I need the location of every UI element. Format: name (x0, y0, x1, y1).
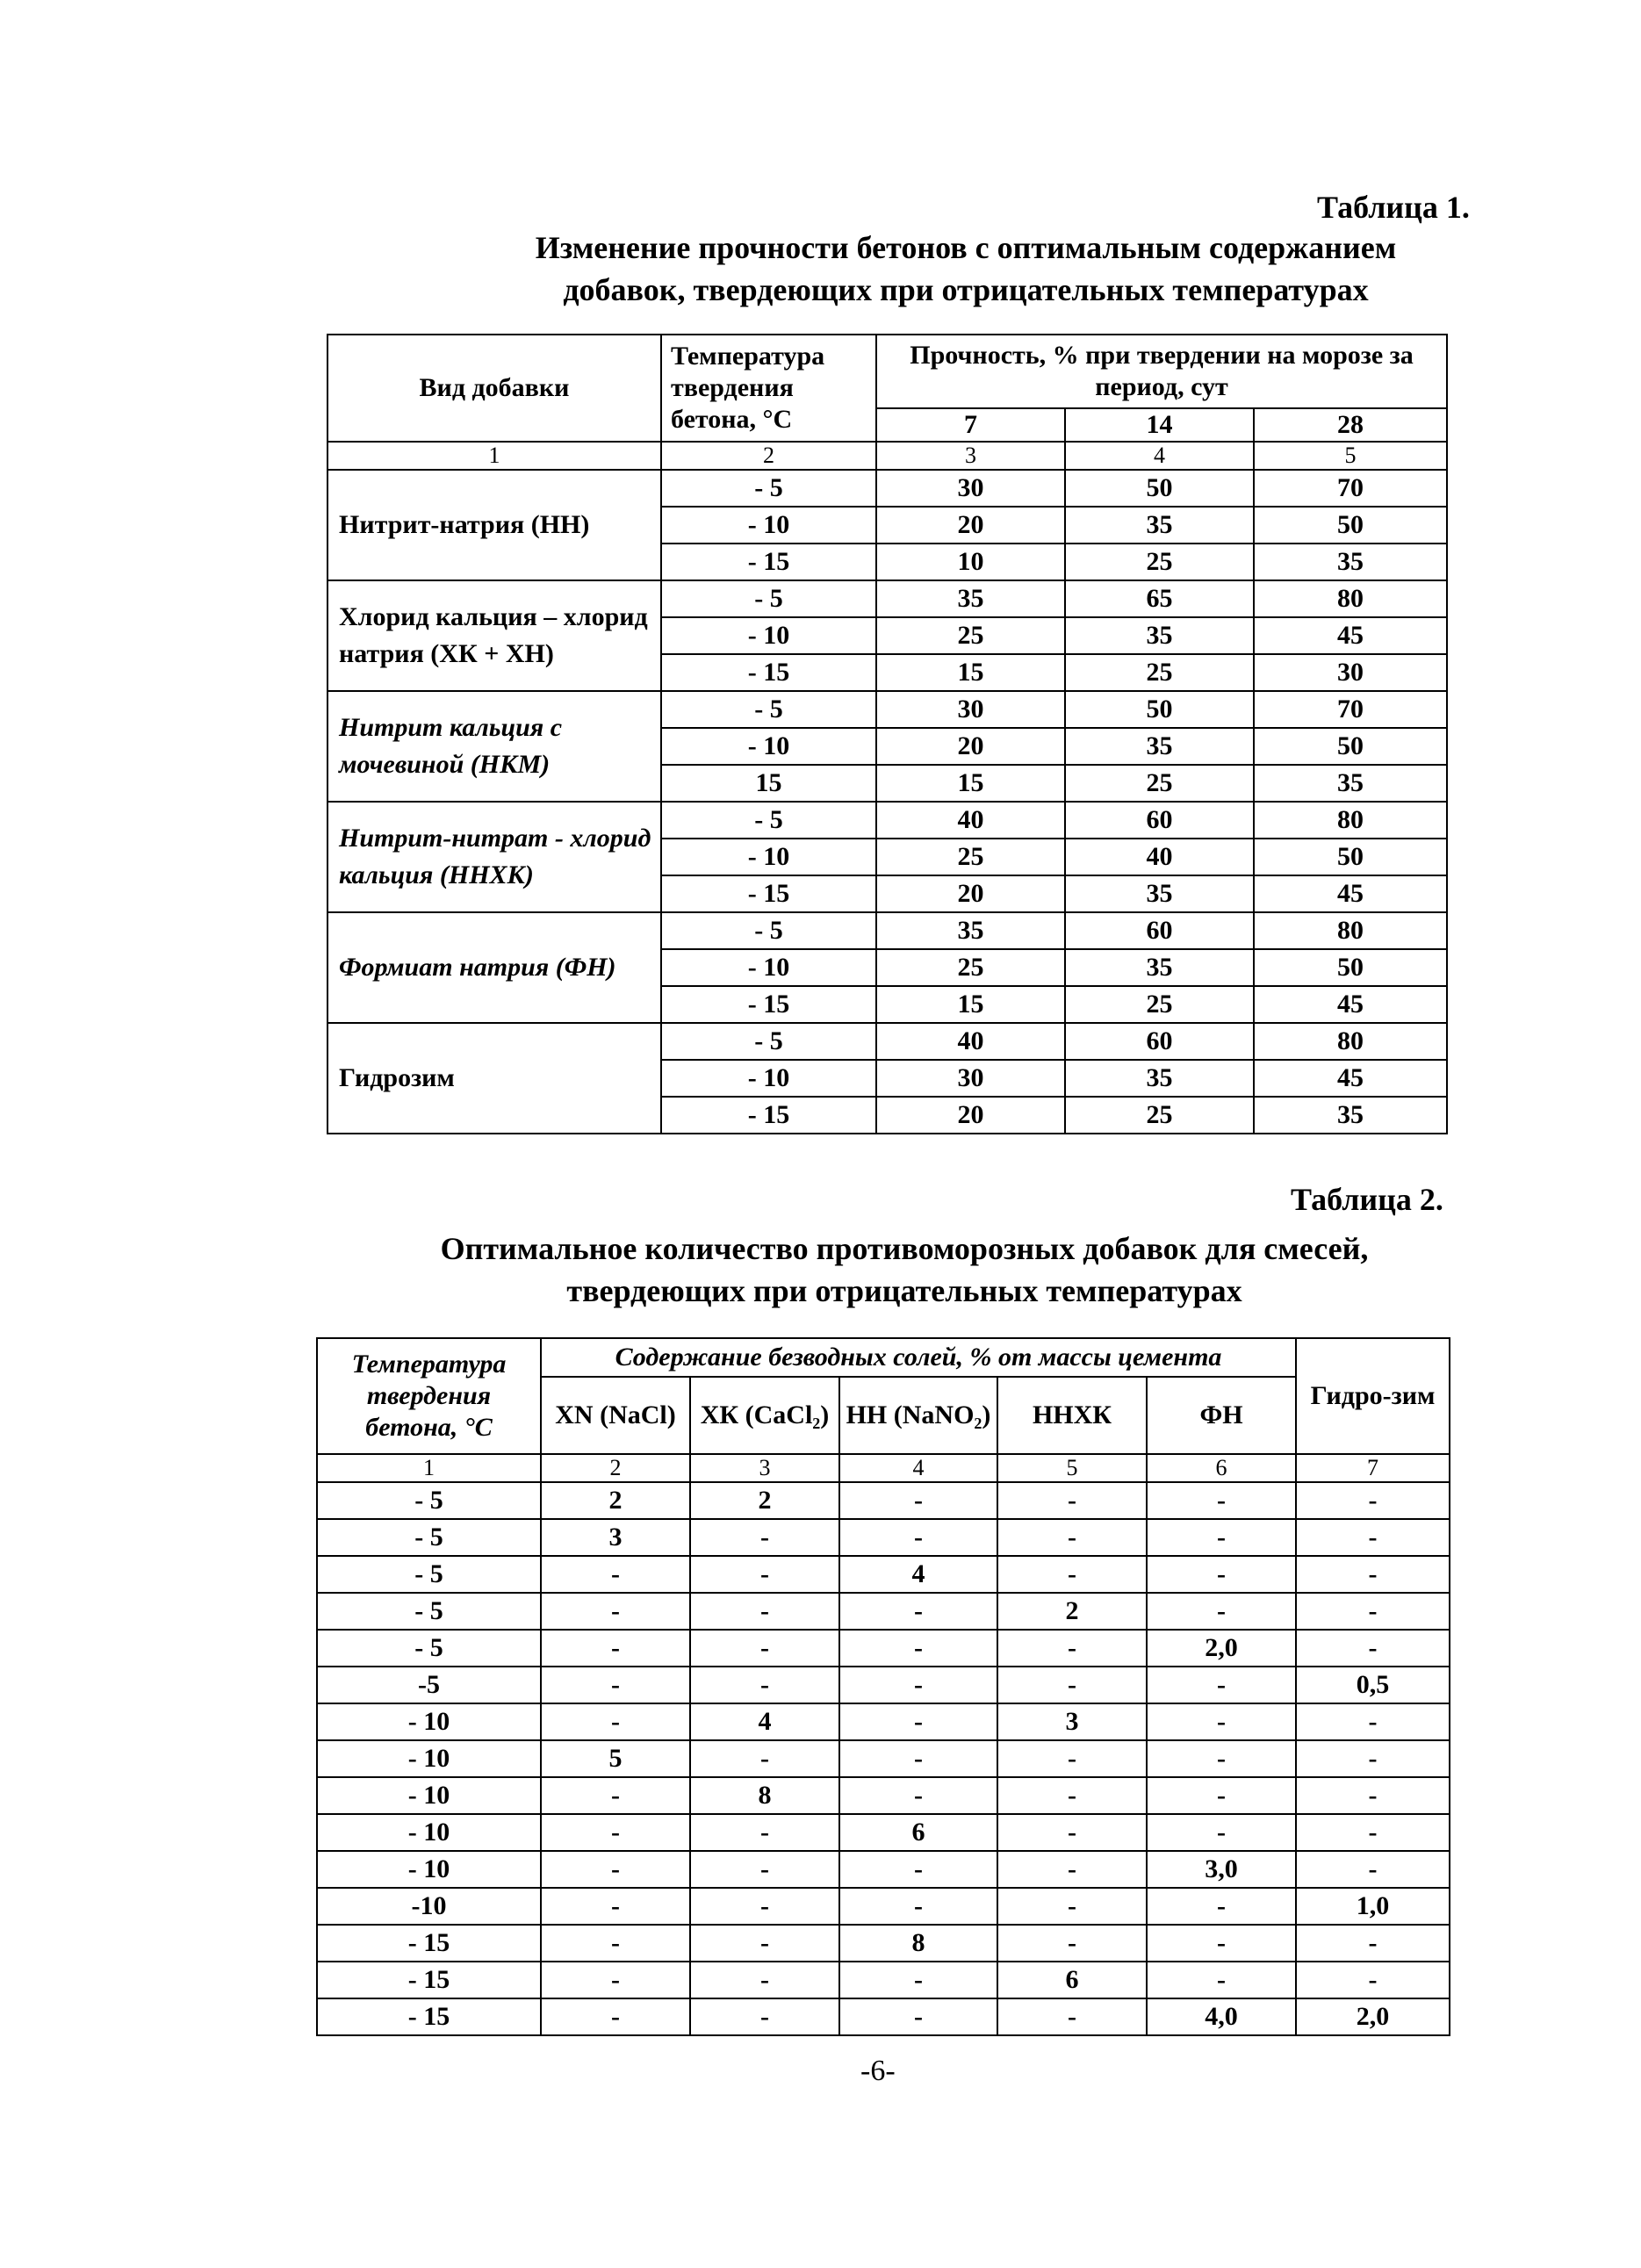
table-row (317, 1998, 1450, 2035)
table-2-caption-line-2: твердеющих при отрицательных температурах (566, 1273, 1242, 1308)
additive-name: Гидрозим (327, 1023, 661, 1134)
content-cell: - (541, 1814, 690, 1851)
header-period-7: 7 (876, 408, 1065, 442)
content-cell: 2,0 (1296, 1998, 1450, 2035)
content-cell: 4,0 (1147, 1998, 1296, 2035)
content-cell: - (690, 1667, 839, 1703)
content-cell: - (690, 1630, 839, 1667)
header-temperature: Температура твердения бетона, °С (661, 335, 876, 442)
temperature-cell: - 15 (661, 986, 876, 1023)
strength-cell: 70 (1254, 470, 1447, 507)
strength-cell: 40 (876, 802, 1065, 839)
temperature-cell: - 15 (317, 1925, 541, 1962)
temperature-cell: - 10 (661, 728, 876, 765)
content-cell: - (541, 1593, 690, 1630)
strength-cell: 25 (1065, 1097, 1254, 1134)
content-cell: - (541, 1998, 690, 2035)
strength-cell: 20 (876, 507, 1065, 544)
content-cell: - (690, 1740, 839, 1777)
temperature-cell: - 15 (661, 1097, 876, 1134)
content-cell: - (1147, 1556, 1296, 1593)
strength-cell: 30 (876, 691, 1065, 728)
table-1-caption (395, 227, 1537, 311)
index-cell: 1 (317, 1454, 541, 1482)
content-cell: - (1296, 1851, 1450, 1888)
content-cell: - (839, 1703, 997, 1740)
table-1-label: Таблица 1. (1317, 190, 1470, 225)
index-cell: 4 (839, 1454, 997, 1482)
table-row (327, 691, 1447, 728)
strength-cell: 25 (1065, 765, 1254, 802)
table-row (317, 1556, 1450, 1593)
content-cell: - (1147, 1703, 1296, 1740)
content-cell: 8 (690, 1777, 839, 1814)
content-cell: - (1296, 1703, 1450, 1740)
content-cell: - (1147, 1814, 1296, 1851)
content-cell: - (839, 1888, 997, 1925)
content-cell: - (997, 1925, 1147, 1962)
temperature-cell: -5 (317, 1667, 541, 1703)
temperature-cell: - 10 (317, 1740, 541, 1777)
content-cell: - (690, 1519, 839, 1556)
content-cell: - (997, 1777, 1147, 1814)
temperature-cell: - 5 (661, 912, 876, 949)
strength-cell: 50 (1254, 949, 1447, 986)
header-additive: Вид добавки (327, 335, 661, 442)
table-row (327, 580, 1447, 617)
strength-cell: 25 (1065, 544, 1254, 580)
strength-cell: 80 (1254, 580, 1447, 617)
strength-cell: 80 (1254, 912, 1447, 949)
table-row (317, 1888, 1450, 1925)
content-cell: - (1147, 1777, 1296, 1814)
content-cell: - (1147, 1667, 1296, 1703)
index-cell: 3 (876, 442, 1065, 470)
strength-cell: 35 (1065, 1060, 1254, 1097)
temperature-cell: - 10 (661, 1060, 876, 1097)
strength-cell: 25 (1065, 986, 1254, 1023)
temperature-cell: - 5 (317, 1593, 541, 1630)
temperature-cell: - 10 (317, 1814, 541, 1851)
table-row (327, 912, 1447, 949)
strength-cell: 15 (876, 986, 1065, 1023)
content-cell: - (997, 1740, 1147, 1777)
strength-cell: 45 (1254, 875, 1447, 912)
temperature-cell: - 10 (661, 949, 876, 986)
index-cell: 2 (541, 1454, 690, 1482)
table-row (317, 1703, 1450, 1740)
content-cell: - (690, 1851, 839, 1888)
index-cell: 1 (327, 442, 661, 470)
content-cell: 0,5 (1296, 1667, 1450, 1703)
content-cell: - (997, 1998, 1147, 2035)
content-cell: - (839, 1777, 997, 1814)
table-row (317, 1740, 1450, 1777)
additive-name: Нитрит кальция с мочевиной (НКМ) (327, 691, 661, 802)
content-cell: 3 (541, 1519, 690, 1556)
temperature-cell: - 15 (661, 544, 876, 580)
content-cell: - (541, 1851, 690, 1888)
content-cell: - (541, 1630, 690, 1667)
content-cell: 2 (690, 1482, 839, 1519)
table-row (317, 1593, 1450, 1630)
temperature-cell: 15 (661, 765, 876, 802)
content-cell: 2 (541, 1482, 690, 1519)
content-cell: - (839, 1740, 997, 1777)
content-cell: - (1296, 1814, 1450, 1851)
content-cell: 6 (997, 1962, 1147, 1998)
content-cell: 6 (839, 1814, 997, 1851)
strength-cell: 45 (1254, 617, 1447, 654)
strength-cell: 50 (1254, 728, 1447, 765)
table-row (317, 1851, 1450, 1888)
table-row (317, 1482, 1450, 1519)
strength-cell: 35 (1254, 544, 1447, 580)
content-cell: - (690, 1998, 839, 2035)
content-cell: - (541, 1777, 690, 1814)
header-period-14: 14 (1065, 408, 1254, 442)
temperature-cell: - 5 (661, 470, 876, 507)
strength-cell: 80 (1254, 1023, 1447, 1060)
strength-cell: 45 (1254, 986, 1447, 1023)
table-2-caption-line-1: Оптимальное количество противоморозных добавок для смесей, (440, 1231, 1369, 1266)
temperature-cell: - 5 (317, 1556, 541, 1593)
strength-cell: 30 (876, 1060, 1065, 1097)
strength-cell: 35 (1254, 765, 1447, 802)
index-row (327, 442, 1447, 470)
strength-cell: 20 (876, 1097, 1065, 1134)
table-1-caption-line-2: добавок, твердеющих при отрицательных температурах (563, 272, 1369, 307)
content-cell: - (997, 1556, 1147, 1593)
index-cell: 5 (1254, 442, 1447, 470)
temperature-cell: - 15 (661, 875, 876, 912)
content-cell: 4 (839, 1556, 997, 1593)
temperature-cell: - 10 (661, 839, 876, 875)
strength-cell: 30 (876, 470, 1065, 507)
content-cell: - (1296, 1962, 1450, 1998)
temperature-cell: - 15 (317, 1998, 541, 2035)
index-cell: 5 (997, 1454, 1147, 1482)
temperature-cell: - 5 (317, 1482, 541, 1519)
content-cell: - (997, 1519, 1147, 1556)
content-cell: - (541, 1962, 690, 1998)
content-cell: - (690, 1925, 839, 1962)
strength-cell: 60 (1065, 912, 1254, 949)
temperature-cell: - 15 (661, 654, 876, 691)
temperature-cell: - 5 (317, 1519, 541, 1556)
strength-cell: 40 (1065, 839, 1254, 875)
additive-name: Хлорид кальция – хлорид натрия (ХК + ХН) (327, 580, 661, 691)
strength-cell: 65 (1065, 580, 1254, 617)
content-cell: - (1147, 1593, 1296, 1630)
strength-cell: 10 (876, 544, 1065, 580)
content-cell: 3,0 (1147, 1851, 1296, 1888)
content-cell: - (839, 1593, 997, 1630)
strength-cell: 50 (1254, 839, 1447, 875)
strength-cell: 35 (1065, 617, 1254, 654)
content-cell: - (997, 1814, 1147, 1851)
header-xk: ХК (CaCl₂) (690, 1377, 839, 1454)
strength-cell: 60 (1065, 1023, 1254, 1060)
content-cell: - (1296, 1740, 1450, 1777)
temperature-cell: - 5 (661, 580, 876, 617)
strength-cell: 40 (876, 1023, 1065, 1060)
strength-cell: 30 (1254, 654, 1447, 691)
header-fn: ФН (1147, 1377, 1296, 1454)
temperature-cell: - 5 (317, 1630, 541, 1667)
index-cell: 4 (1065, 442, 1254, 470)
content-cell: - (541, 1667, 690, 1703)
table-row (317, 1962, 1450, 1998)
strength-cell: 25 (1065, 654, 1254, 691)
strength-cell: 20 (876, 728, 1065, 765)
index-cell: 2 (661, 442, 876, 470)
content-cell: - (541, 1888, 690, 1925)
content-cell: 1,0 (1296, 1888, 1450, 1925)
content-cell: - (690, 1962, 839, 1998)
header-nn: НН (NaNO₂) (839, 1377, 997, 1454)
content-cell: 5 (541, 1740, 690, 1777)
strength-cell: 35 (876, 912, 1065, 949)
table-row (327, 802, 1447, 839)
table-row (317, 1814, 1450, 1851)
header-xn: ХN (NaCl) (541, 1377, 690, 1454)
content-cell: - (1147, 1519, 1296, 1556)
table-2 (316, 1337, 1450, 2036)
content-cell: - (997, 1851, 1147, 1888)
strength-cell: 35 (1065, 507, 1254, 544)
strength-cell: 20 (876, 875, 1065, 912)
content-cell: - (997, 1888, 1147, 1925)
content-cell: - (690, 1556, 839, 1593)
content-cell: - (1296, 1630, 1450, 1667)
content-cell: - (839, 1998, 997, 2035)
content-cell: - (1296, 1556, 1450, 1593)
additive-name: Нитрит-нитрат - хлорид кальция (ННХК) (327, 802, 661, 912)
table-1 (327, 334, 1448, 1134)
strength-cell: 35 (1254, 1097, 1447, 1134)
header-salt-content: Содержание безводных солей, % от массы цемента (541, 1338, 1296, 1377)
content-cell: - (1147, 1888, 1296, 1925)
table-row (317, 1667, 1450, 1703)
content-cell: - (541, 1703, 690, 1740)
content-cell: - (839, 1519, 997, 1556)
table-2-caption (316, 1228, 1493, 1312)
temperature-cell: - 5 (661, 691, 876, 728)
strength-cell: 50 (1065, 470, 1254, 507)
content-cell: - (690, 1593, 839, 1630)
content-cell: - (1296, 1519, 1450, 1556)
content-cell: 3 (997, 1703, 1147, 1740)
content-cell: - (1147, 1740, 1296, 1777)
temperature-cell: -10 (317, 1888, 541, 1925)
table-2-label: Таблица 2. (1291, 1182, 1443, 1217)
content-cell: - (839, 1851, 997, 1888)
temperature-cell: - 10 (661, 507, 876, 544)
content-cell: - (997, 1667, 1147, 1703)
table-1-caption-line-1: Изменение прочности бетонов с оптимальным содержанием (535, 230, 1397, 265)
content-cell: - (839, 1667, 997, 1703)
temperature-cell: - 10 (317, 1777, 541, 1814)
content-cell: - (839, 1630, 997, 1667)
index-cell: 7 (1296, 1454, 1450, 1482)
content-cell: - (1147, 1482, 1296, 1519)
content-cell: - (690, 1888, 839, 1925)
strength-cell: 25 (876, 839, 1065, 875)
content-cell: 2 (997, 1593, 1147, 1630)
temperature-cell: - 5 (661, 1023, 876, 1060)
additive-name: Нитрит-натрия (НН) (327, 470, 661, 580)
content-cell: - (1296, 1482, 1450, 1519)
content-cell: - (997, 1482, 1147, 1519)
strength-cell: 35 (876, 580, 1065, 617)
table-row (327, 470, 1447, 507)
content-cell: - (839, 1482, 997, 1519)
temperature-cell: - 15 (317, 1962, 541, 1998)
strength-cell: 25 (876, 617, 1065, 654)
index-row (317, 1454, 1450, 1482)
strength-cell: 35 (1065, 728, 1254, 765)
table-row (327, 1023, 1447, 1060)
strength-cell: 35 (1065, 949, 1254, 986)
additive-name: Формиат натрия (ФН) (327, 912, 661, 1023)
strength-cell: 50 (1254, 507, 1447, 544)
content-cell: 4 (690, 1703, 839, 1740)
temperature-cell: - 10 (317, 1703, 541, 1740)
content-cell: - (1147, 1925, 1296, 1962)
temperature-cell: - 10 (317, 1851, 541, 1888)
header-strength: Прочность, % при твердении на морозе за период, сут (876, 335, 1447, 408)
temperature-cell: - 5 (661, 802, 876, 839)
header-temperature: Температура твердения бетона, °С (317, 1338, 541, 1454)
strength-cell: 45 (1254, 1060, 1447, 1097)
strength-cell: 15 (876, 765, 1065, 802)
strength-cell: 50 (1065, 691, 1254, 728)
strength-cell: 35 (1065, 875, 1254, 912)
content-cell: - (1296, 1593, 1450, 1630)
temperature-cell: - 10 (661, 617, 876, 654)
index-cell: 3 (690, 1454, 839, 1482)
index-cell: 6 (1147, 1454, 1296, 1482)
content-cell: 2,0 (1147, 1630, 1296, 1667)
strength-cell: 25 (876, 949, 1065, 986)
content-cell: 8 (839, 1925, 997, 1962)
strength-cell: 60 (1065, 802, 1254, 839)
content-cell: - (1296, 1925, 1450, 1962)
strength-cell: 15 (876, 654, 1065, 691)
header-period-28: 28 (1254, 408, 1447, 442)
strength-cell: 80 (1254, 802, 1447, 839)
table-row (317, 1925, 1450, 1962)
table-row (317, 1777, 1450, 1814)
content-cell: - (541, 1556, 690, 1593)
table-row (317, 1630, 1450, 1667)
table-row (317, 1519, 1450, 1556)
content-cell: - (997, 1630, 1147, 1667)
content-cell: - (690, 1814, 839, 1851)
content-cell: - (1296, 1777, 1450, 1814)
header-hydrozim: Гидро-зим (1296, 1338, 1450, 1454)
page-number: -6- (860, 2055, 896, 2087)
header-nnxk: ННХК (997, 1377, 1147, 1454)
strength-cell: 70 (1254, 691, 1447, 728)
content-cell: - (1147, 1962, 1296, 1998)
content-cell: - (541, 1925, 690, 1962)
content-cell: - (839, 1962, 997, 1998)
